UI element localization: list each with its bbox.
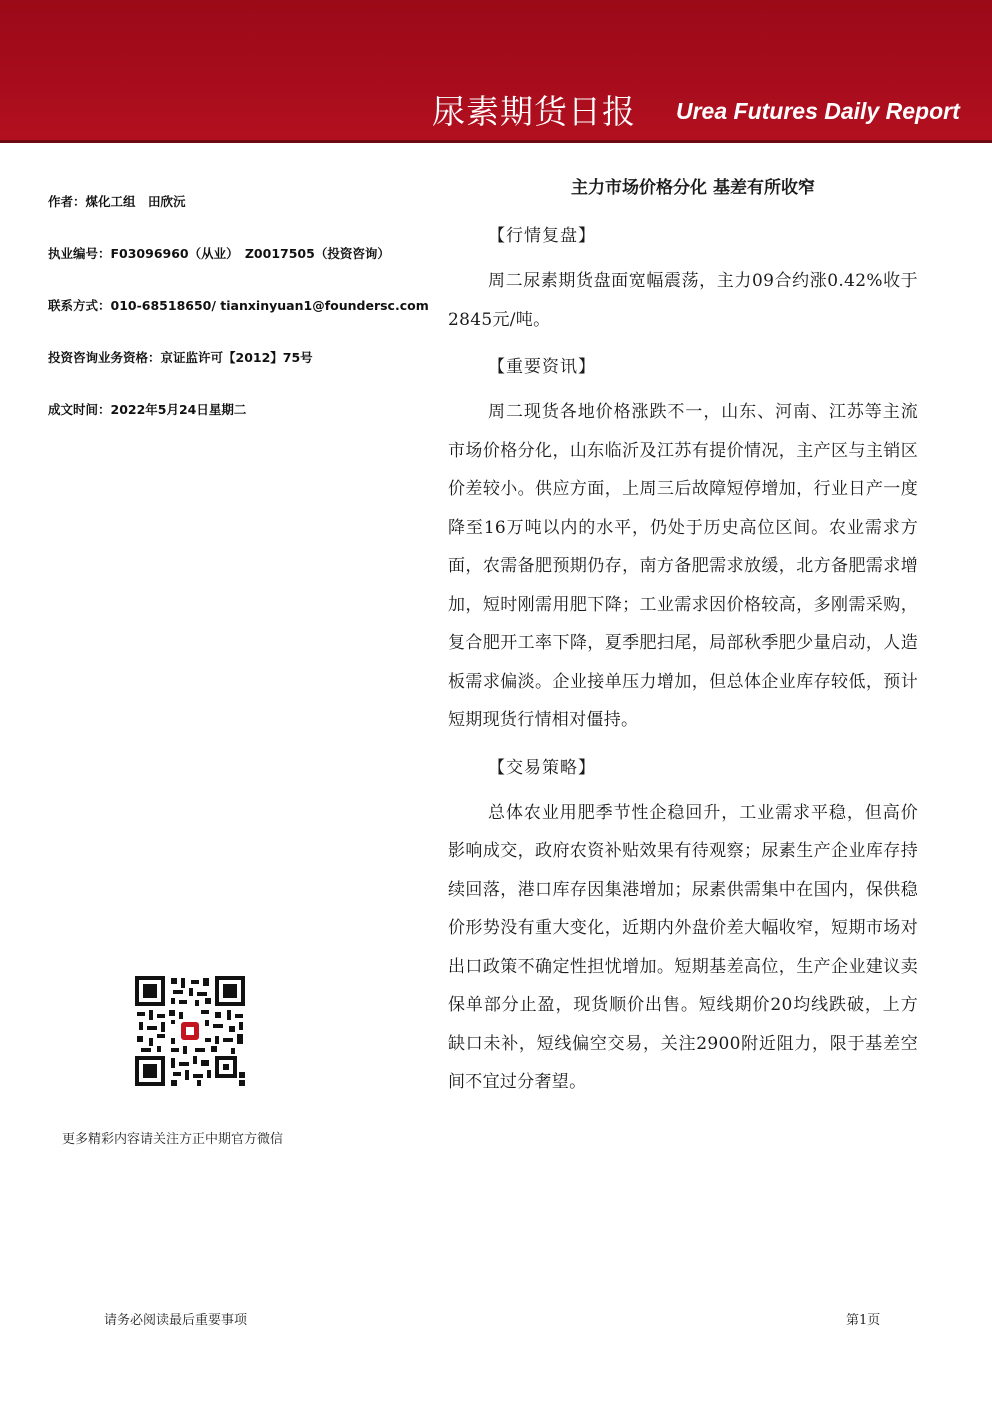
section-heading-key-news: 【重要资讯】 <box>488 357 596 377</box>
date-line: 成文时间：2022年5月24日星期二 <box>48 402 247 417</box>
footer-notice: 请务必阅读最后重要事项 <box>104 1313 248 1328</box>
contact-line[interactable]: 联系方式：010-68518650/ tianxinyuan1@foundersc.com <box>48 298 429 313</box>
section-body-strategy: 总体农业用肥季节性企稳回升，工业需求平稳，但高价影响成交，政府农资补贴效果有待观察；尿素生产企业库存持续回落，港口库存因集港增加；尿素供需集中在国内，保供稳价形势没有重大变化，近期内外盘价差大幅收窄，短期市场对出口政策不确定性担忧增加。短期基差高位，生产企业建议卖保单部分止盈，现货顺价出售。短线期价20均线跌破，上方缺口未补，短线偏空交易，关注2900附近阻力，限于基差空间不宜过分奢望。 <box>448 802 918 1092</box>
report-title-cn: 尿素期货日报 <box>432 92 636 131</box>
author-line: 作者：煤化工组 田欣沅 <box>48 194 186 209</box>
license-line: 执业编号：F03096960（从业） Z0017505（投资咨询） <box>48 246 390 261</box>
section-heading-strategy: 【交易策略】 <box>488 757 596 778</box>
article-headline: 主力市场价格分化 基差有所收窄 <box>571 178 815 198</box>
qr-code-icon <box>135 976 245 1086</box>
page-number: 第1页 <box>846 1313 881 1328</box>
header-divider <box>0 140 992 143</box>
report-title-en: Urea Futures Daily Report <box>676 98 960 124</box>
section-heading-market-review: 【行情复盘】 <box>488 226 596 246</box>
section-body-market-review: 周二尿素期货盘面宽幅震荡，主力09合约涨0.42%收于2845元/吨。 <box>448 271 918 330</box>
section-body-key-news: 周二现货各地价格涨跌不一，山东、河南、江苏等主流市场价格分化，山东临沂及江苏有提价情况，主产区与主销区价差较小。供应方面，上周三后故障短停增加，行业日产一度降至16万吨以内的水平，仍处于历史高位区间。农业需求方面，农需备肥预期仍存，南方备肥需求放缓，北方备肥需求增加，短时刚需用肥下降；工业需求因价格较高，多刚需采购，复合肥开工率下降，夏季肥扫尾，局部秋季肥少量启动，人造板需求偏淡。企业接单压力增加，但总体企业库存较低，预计短期现货行情相对僵持。 <box>448 402 918 730</box>
report-meta <box>48 192 448 452</box>
qualification-line: 投资咨询业务资格：京证监许可【2012】75号 <box>48 350 313 365</box>
article <box>448 176 918 1102</box>
qr-caption: 更多精彩内容请关注方正中期官方微信 <box>62 1132 284 1147</box>
